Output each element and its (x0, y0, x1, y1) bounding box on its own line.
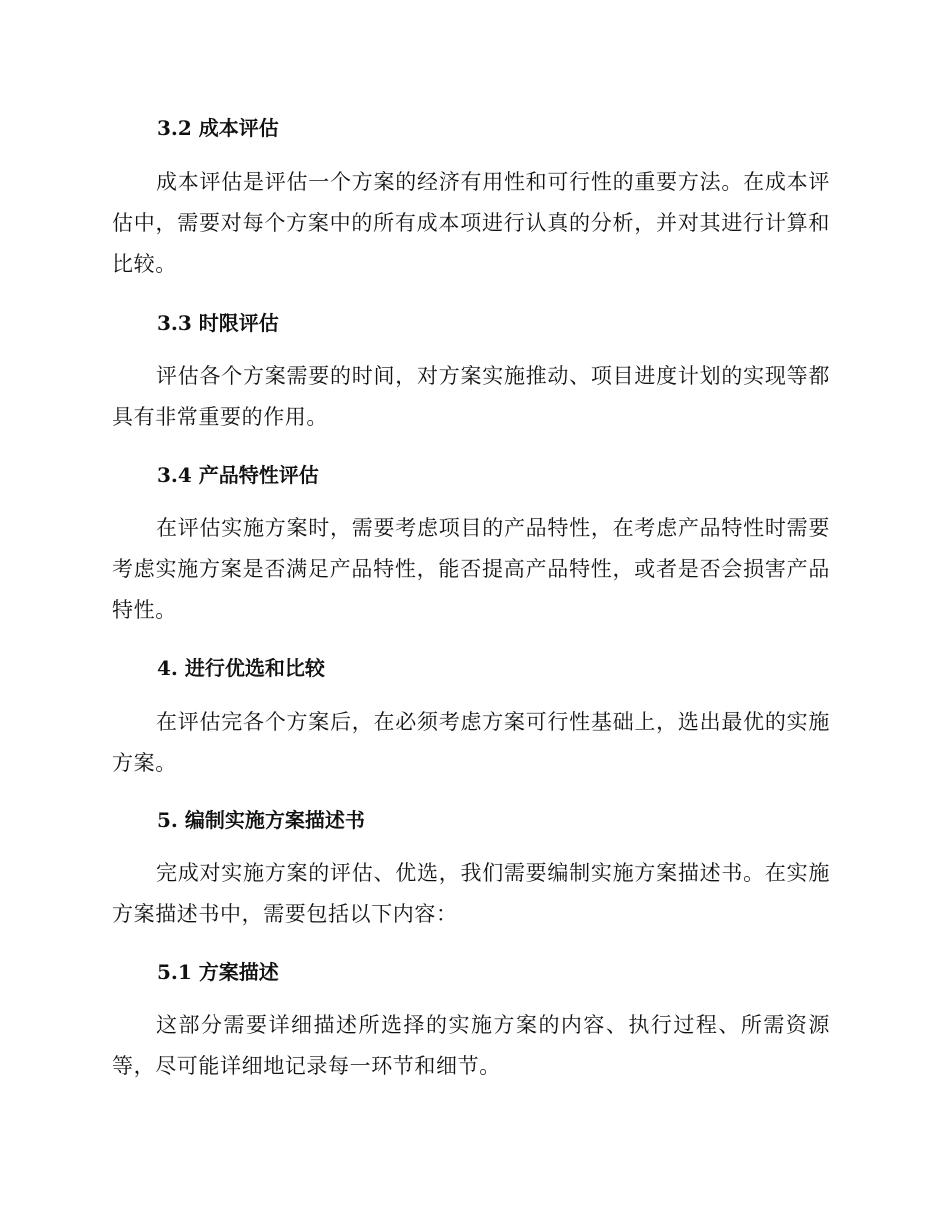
section-paragraph-5-1: 这部分需要详细描述所选择的实施方案的内容、执行过程、所需资源等，尽可能详细地记录每一环节和细节。 (112, 1013, 830, 1078)
section-heading-5-1: 5.1 方案描述 (157, 960, 279, 984)
section-heading-5: 5. 编制实施方案描述书 (157, 808, 365, 832)
section-heading-3-2: 3.2 成本评估 (157, 116, 279, 140)
section-heading-4: 4. 进行优选和比较 (157, 656, 325, 680)
section-heading-3-3: 3.3 时限评估 (157, 311, 279, 335)
section-paragraph-4: 在评估完各个方案后，在必须考虑方案可行性基础上，选出最优的实施方案。 (112, 710, 830, 775)
section-paragraph-3-4: 在评估实施方案时，需要考虑项目的产品特性，在考虑产品特性时需要考虑实施方案是否满足产品特性，能否提高产品特性，或者是否会损害产品特性。 (112, 516, 830, 622)
section-paragraph-3-3: 评估各个方案需要的时间，对方案实施推动、项目进度计划的实现等都具有非常重要的作用。 (112, 364, 830, 429)
section-paragraph-5: 完成对实施方案的评估、优选，我们需要编制实施方案描述书。在实施方案描述书中，需要包括以下内容： (112, 861, 830, 926)
section-heading-3-4: 3.4 产品特性评估 (157, 463, 319, 487)
section-paragraph-3-2: 成本评估是评估一个方案的经济有用性和可行性的重要方法。在成本评估中，需要对每个方案中的所有成本项进行认真的分析，并对其进行计算和比较。 (112, 170, 830, 276)
